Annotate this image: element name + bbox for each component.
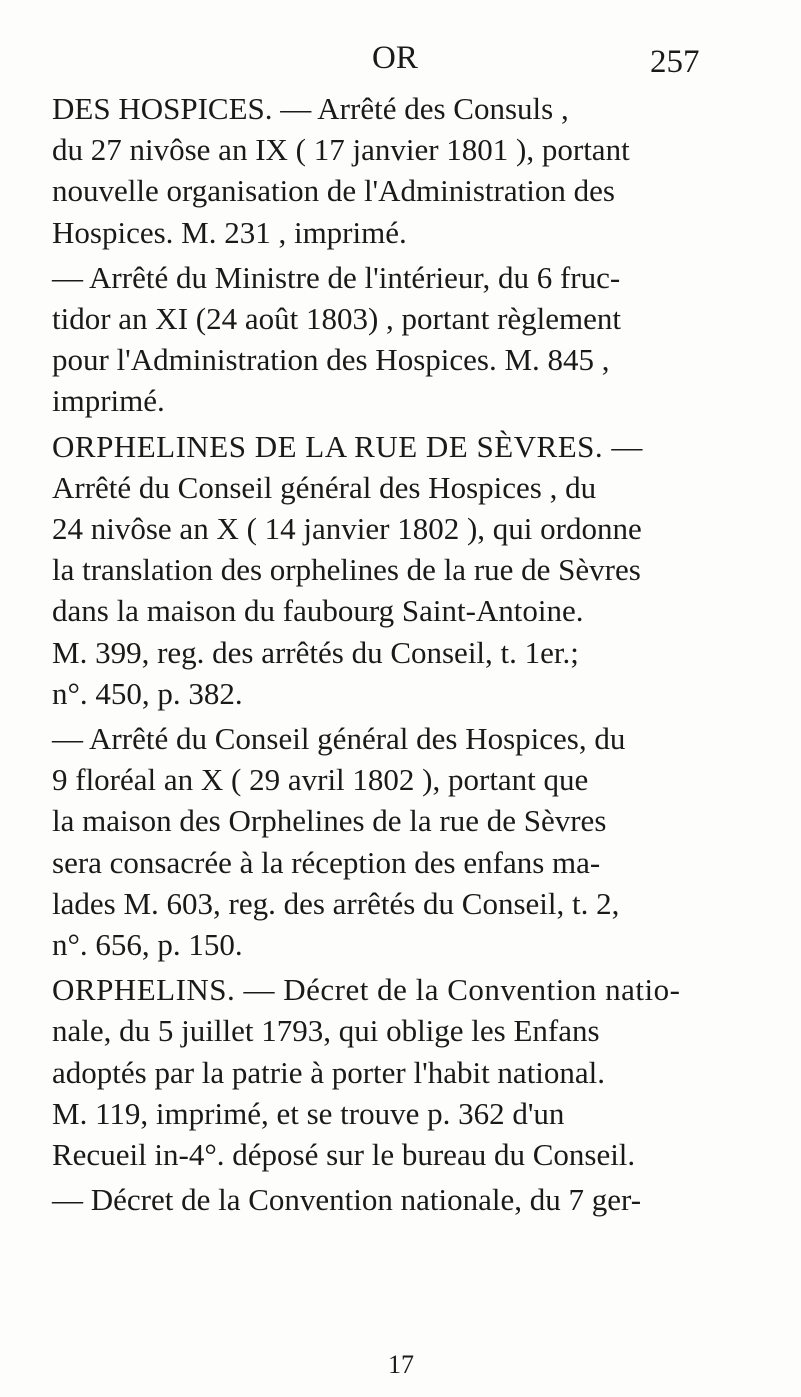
text-line: Recueil in-4°. déposé sur le bureau du Conseil. (52, 1137, 636, 1173)
text-line: — Arrêté du Ministre de l'intérieur, du 6 fruc- (52, 259, 621, 295)
text-line: Arrêté du Conseil général des Hospices , du (52, 469, 597, 505)
text-line: la translation des orphelines de la rue de Sèvres (52, 552, 641, 588)
text-line: dans la maison du faubourg Saint-Antoine. (52, 593, 584, 629)
text-line: sera consacrée à la réception des enfans ma- (52, 844, 601, 880)
text-line: nale, du 5 juillet 1793, qui oblige les Enfans (52, 1013, 600, 1049)
text-line: ORPHELINES DE LA RUE DE SÈVRES. — (52, 428, 643, 464)
text-line: lades M. 603, reg. des arrêtés du Conseil, t. 2, (52, 885, 620, 921)
entry-orphelins-germinal (52, 1179, 772, 1220)
text-line: ORPHELINS. — Décret de la Convention natio- (52, 972, 681, 1008)
entry-orphelines-translation (52, 426, 772, 714)
text-line: n°. 450, p. 382. (52, 675, 243, 711)
text-line: du 27 nivôse an IX ( 17 janvier 1801 ), portant (52, 132, 630, 168)
text-line: adoptés par la patrie à porter l'habit national. (52, 1054, 606, 1090)
index-text (52, 88, 772, 1220)
entry-hospices-consuls (52, 88, 772, 253)
text-line: M. 399, reg. des arrêtés du Conseil, t. 1er.; (52, 634, 579, 670)
text-line: Hospices. M. 231 , imprimé. (52, 214, 407, 250)
entry-orphelines-malades (52, 718, 772, 965)
running-head (0, 40, 801, 80)
running-head-title: OR (372, 40, 418, 76)
text-line: DES HOSPICES. — Arrêté des Consuls , (52, 91, 569, 126)
text-line: nouvelle organisation de l'Administration des (52, 173, 615, 209)
text-line: la maison des Orphelines de la rue de Sèvres (52, 803, 607, 839)
text-line: imprimé. (52, 383, 165, 419)
text-line: 24 nivôse an X ( 14 janvier 1802 ), qui ordonne (52, 511, 642, 547)
signature-mark: 17 (388, 1350, 414, 1379)
text-line: tidor an XI (24 août 1803) , portant règlement (52, 301, 622, 337)
page-number: 257 (650, 44, 700, 80)
entry-orphelins-habit (52, 969, 772, 1175)
text-line: — Arrêté du Conseil général des Hospices, du (52, 721, 626, 757)
text-line: M. 119, imprimé, et se trouve p. 362 d'un (52, 1095, 565, 1131)
entry-hospices-ministre (52, 257, 772, 422)
text-line: n°. 656, p. 150. (52, 927, 243, 963)
text-line: — Décret de la Convention nationale, du 7 ger- (52, 1182, 642, 1218)
text-line: pour l'Administration des Hospices. M. 845 , (52, 342, 610, 378)
text-line: 9 floréal an X ( 29 avril 1802 ), portant que (52, 762, 589, 798)
